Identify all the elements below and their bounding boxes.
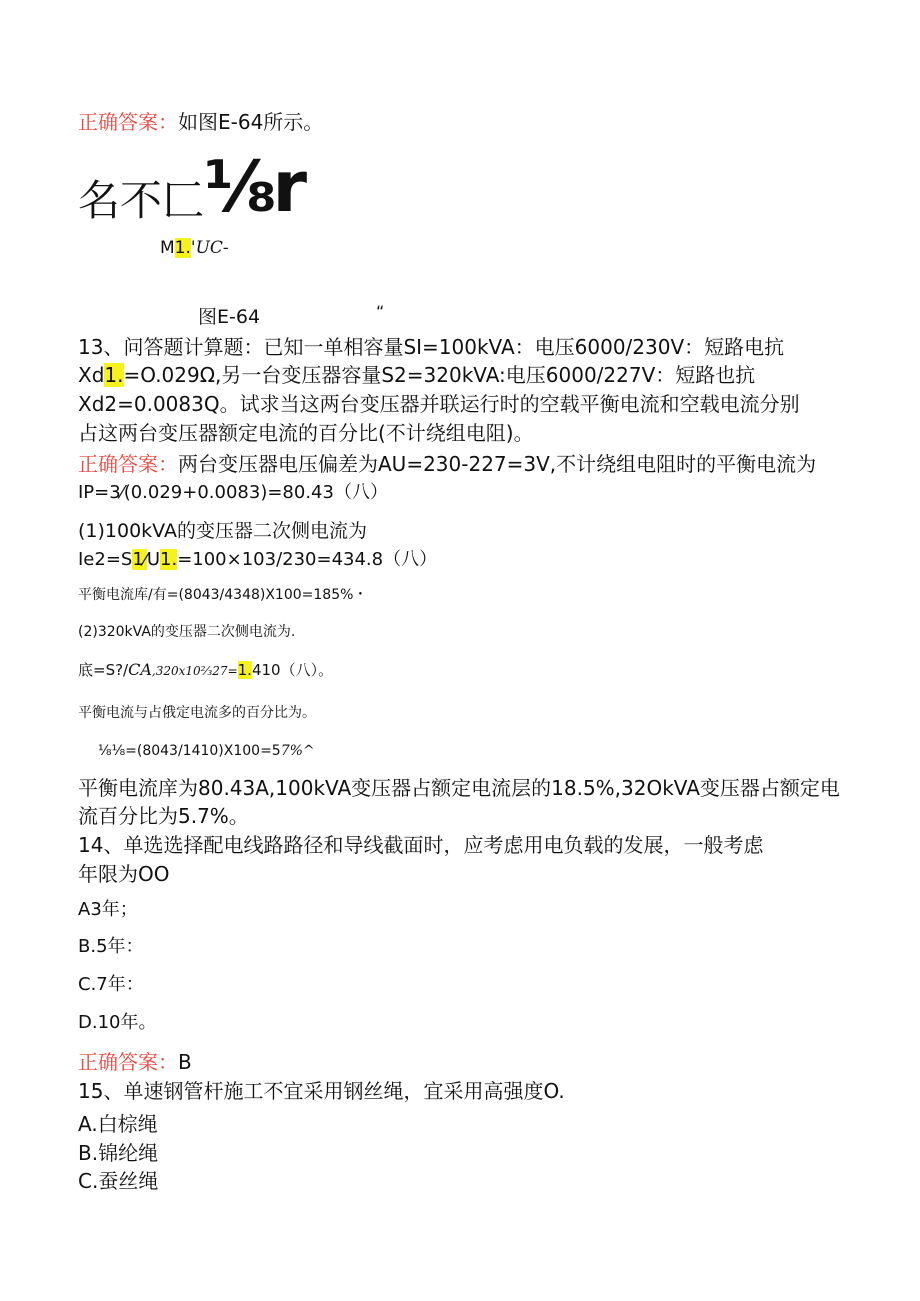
ie2-highlight-2: 1.	[160, 549, 178, 570]
q15-option-a: A.白棕绳	[78, 1112, 158, 1136]
answer-label: 正确答案：	[78, 452, 178, 476]
summary-line1: 平衡电流庠为80.43A,100kVA变压器占额定电流层的18.5%,32OkVA变压器占额定电	[78, 776, 840, 800]
sub1-title: (1)100kVA的变压器二次侧电流为	[78, 520, 367, 542]
di-highlight: 1.	[237, 661, 252, 679]
summary-line2: 流百分比为5.7%。	[78, 804, 249, 828]
figure-subtext	[160, 240, 229, 257]
q15-option-c: C.蚕丝绳	[78, 1169, 159, 1193]
q13-line2	[78, 365, 755, 385]
figure-caption-mark: “	[376, 302, 385, 321]
answer-value: B	[178, 1050, 192, 1074]
answer-text: 如图E-64所示。	[178, 110, 324, 134]
figure-caption: 图E-64	[198, 306, 261, 328]
q15-line1: 15、单速钢管杆施工不宜采用钢丝绳，宜采用高强度O.	[78, 1079, 565, 1103]
q14-option-a: A3年；	[78, 899, 138, 920]
pct2-a: ⅛⅛=(8043/1410)X100=5	[98, 743, 281, 759]
answer-line-q13	[78, 454, 816, 474]
q14-line2: 年限为OO	[78, 862, 170, 886]
ie2-highlight-1: 1⁄	[132, 549, 147, 570]
ie2-formula	[78, 551, 437, 569]
figure-sub-a: M	[160, 238, 175, 258]
q13-line2-highlight: 1.	[104, 363, 124, 387]
pct2-formula	[98, 744, 315, 758]
answer-line-q12	[78, 112, 323, 132]
q14-option-c: C.7年：	[78, 974, 144, 995]
figure-text-b: ⅛r	[204, 146, 303, 228]
q13-line1: 13、问答题计算题：已知一单相容量SI=100kVA：电压6000/230V：短路电抗	[78, 335, 785, 359]
di-a: 底=S?/	[78, 661, 129, 679]
answer-label: 正确答案：	[78, 1050, 178, 1074]
ie2-b: U	[146, 549, 160, 570]
q14-option-d: D.10年。	[78, 1012, 157, 1033]
answer-label: 正确答案：	[78, 110, 178, 134]
figure-sub-b: 'UC-	[190, 238, 229, 258]
ie2-a: Ie2=S	[78, 549, 133, 570]
di-b: ,320x10⅔27=	[151, 664, 238, 678]
q13-line2-a: Xd	[78, 363, 105, 387]
q13-line2-b: =O.029Ω,另一台变压器容量S2=320kVA:电压6000/227V：短路也抗	[123, 363, 756, 387]
pct2-title: 平衡电流与占俄定电流多的百分比为。	[78, 705, 316, 721]
di-c: 410（八）。	[251, 661, 334, 679]
pct1-formula: 平衡电流库/有=(8043/4348)X100=185%・	[78, 587, 368, 603]
ie2-c: =100×103/230=434.8（八）	[177, 549, 438, 570]
q14-option-b: B.5年：	[78, 936, 144, 957]
figure-text-a: 名不匚	[78, 176, 205, 225]
q14-line1: 14、单选选择配电线路路径和导线截面时，应考虑用电负载的发展，一般考虑	[78, 833, 764, 857]
di-italic: CA	[128, 660, 152, 679]
sub2-title: (2)320kVA的变压器二次侧电流为.	[78, 624, 296, 640]
figure-sub-highlight: 1.	[174, 238, 191, 258]
q13-line4: 占这两台变压器额定电流的百分比(不计绕组电阻)。	[78, 421, 534, 445]
q15-option-b: B.锦纶绳	[78, 1141, 159, 1165]
pct2-italic: 7%^	[280, 743, 315, 759]
q13-line3: Xd2=0.0083Q。试求当这两台变压器并联运行时的空载平衡电流和空载电流分别	[78, 392, 800, 416]
di-formula	[78, 662, 333, 678]
answer-line-q14	[78, 1052, 192, 1072]
answer-text: 两台变压器电压偏差为AU=230-227=3V,不计绕组电阻时的平衡电流为	[178, 452, 817, 476]
ip-formula: IP=3⁄(0.029+0.0083)=80.43（八）	[78, 482, 388, 503]
figure-e64	[78, 146, 303, 228]
